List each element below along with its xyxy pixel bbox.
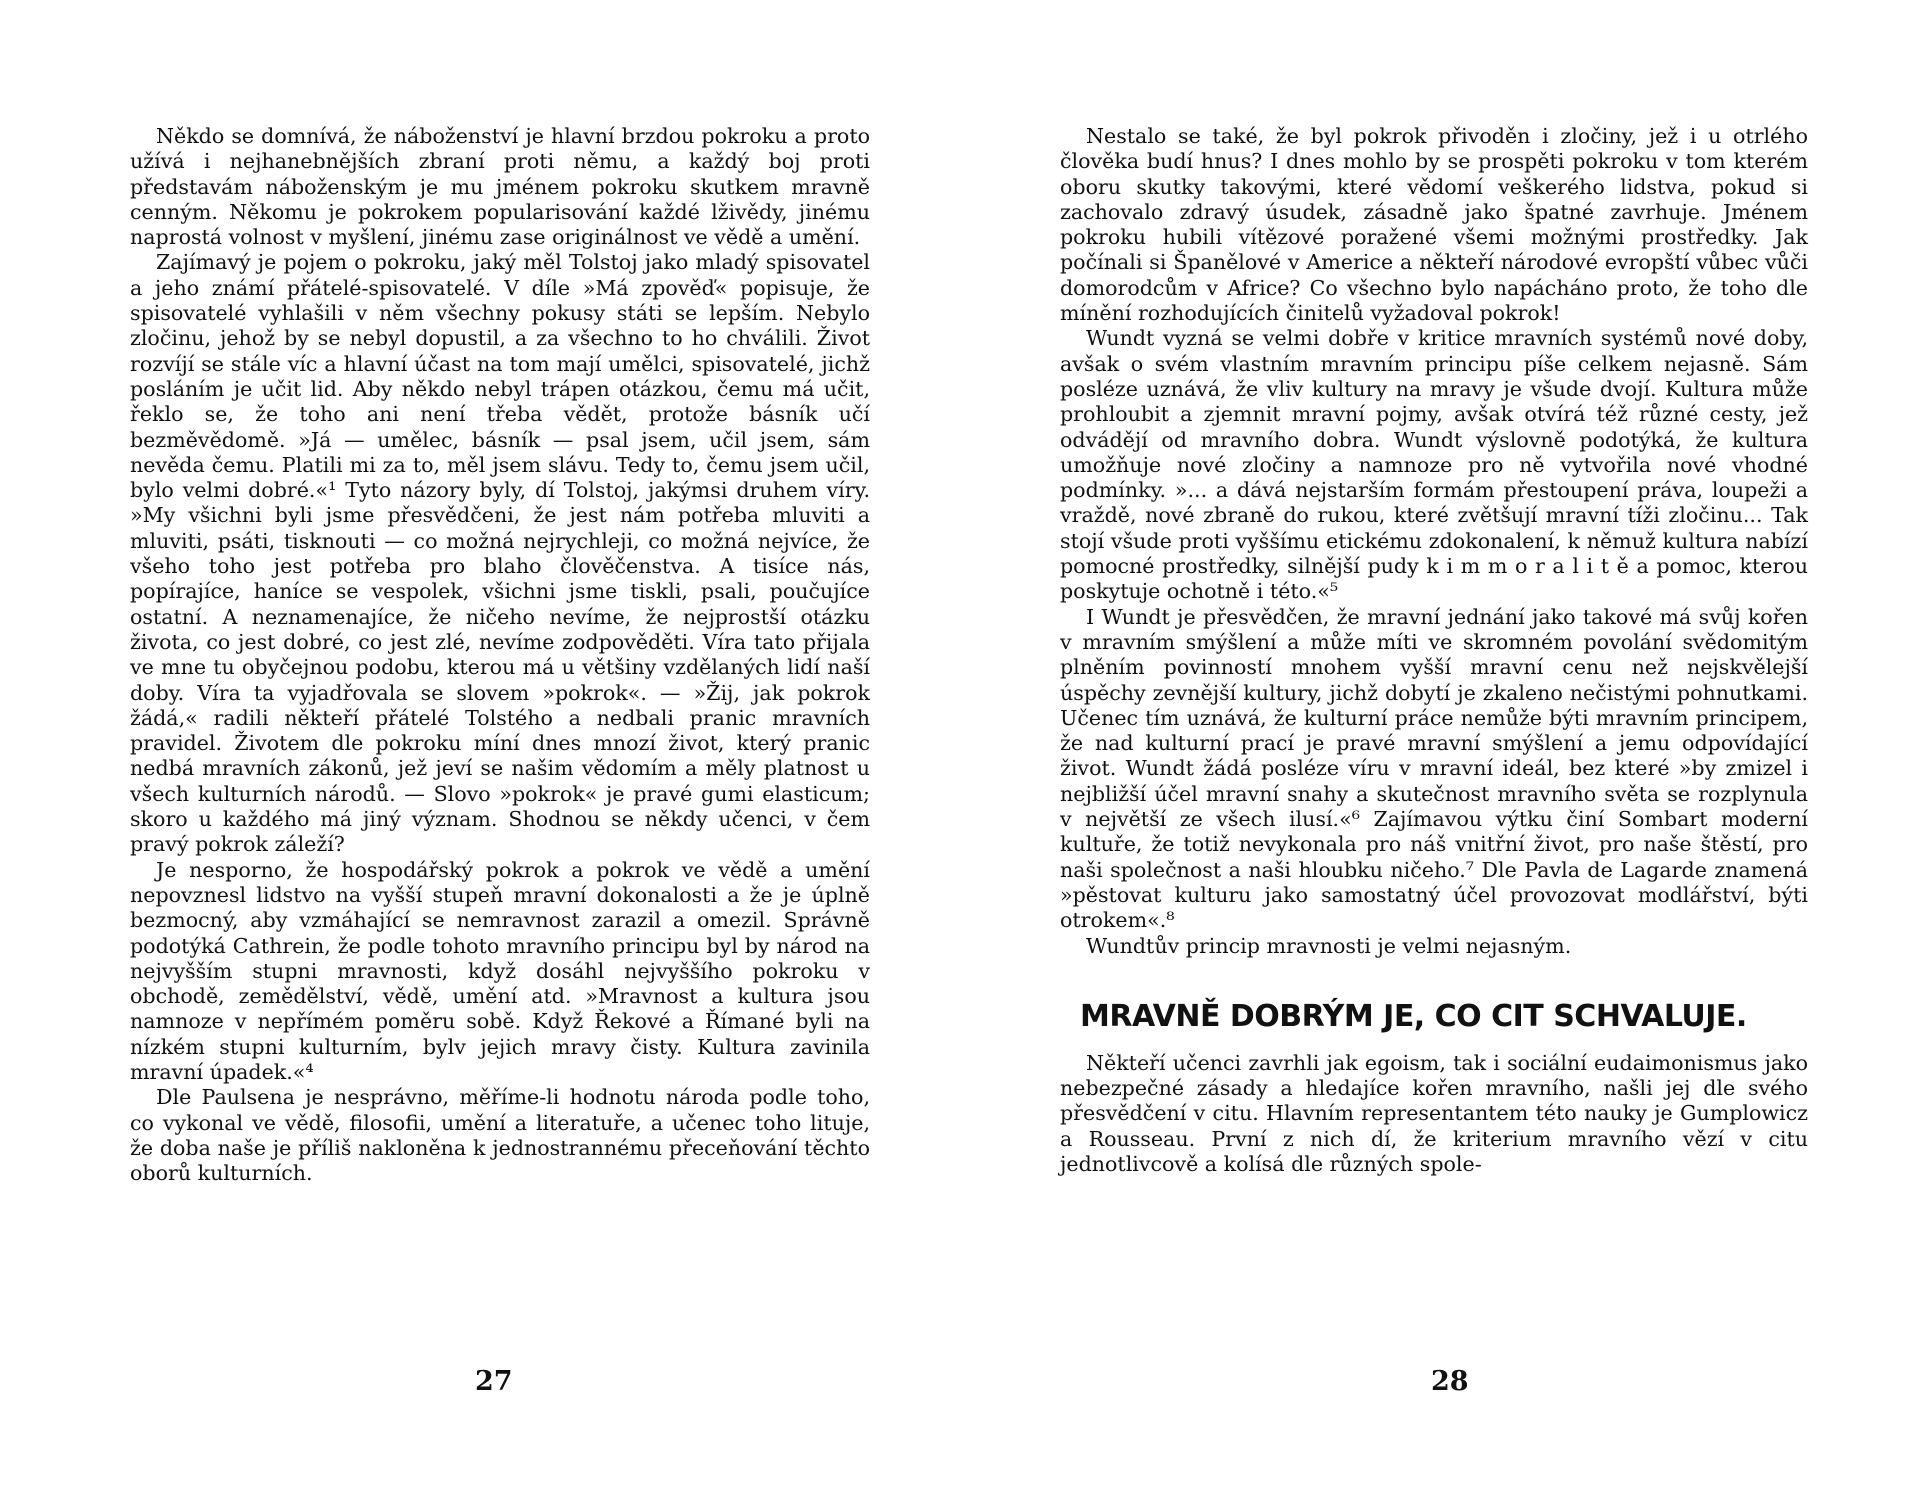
left-page-text — [130, 124, 870, 1186]
right-page — [961, 0, 1922, 1500]
section-heading: MRAVNĚ DOBRÝM JE, CO CIT SCHVALUJE. — [1080, 998, 1747, 1034]
paragraph: Wundt vyzná se velmi dobře v kritice mravních systémů nové doby, avšak o svém vlastním mravním principu píše celkem nejasně. Sám posléze uznává, že vliv kultury na mravy je všude dvojí. Kultura může prohloubit a zjemnit mravní pojmy, avšak otvírá též různé cesty, jež odvádějí od mravního dobra. Wundt výslovně podotýká, že kultura umožňuje nové zločiny a namnoze pro ně vytvořila nové vhodné podmínky. »... a dává nejstarším formám přestoupení práva, loupeži a vraždě, nové zbraně do rukou, které zvětšují mravní tíži zločinu... Tak stojí všude proti vyššímu etickému zdokonalení, k němuž kultura nabízí pomocné prostředky, silnější pudy k i m m o r a l i t ě a pomoc, kterou poskytuje ochotně i této.«⁵ — [1060, 326, 1808, 604]
page-number: 28 — [1431, 1366, 1469, 1397]
right-page-text — [1060, 124, 1808, 1177]
paragraph: Wundtův princip mravnosti je velmi nejasným. — [1086, 933, 1572, 958]
paragraph: Dle Paulsena je nesprávno, měříme-li hodnotu národa podle toho, co vykonal ve vědě, filosofii, umění a literatuře, a učenec toho lituje, že doba naše je příliš nakloněna k jednostrannému přeceňování těchto oborů kulturních. — [130, 1085, 870, 1186]
paragraph: Je nesporno, že hospodářský pokrok a pokrok ve vědě a umění nepovznesl lidstvo na vyšší stupeň mravní dokonalosti a že je úplně bezmocný, aby vzmáhající se nemravnost zarazil a omezil. Správně podotýká Cathrein, že podle tohoto mravního principu byl by národ na nejvyšším stupni mravnosti, když dosáhl nejvyššího pokroku v obchodě, zemědělství, vědě, umění atd. »Mravnost a kultura jsou namnoze v nepřímém poměru sobě. Když Řekové a Římané byli na nízkém stupni kulturním, bylv jejich mravy čisty. Kultura zavinila mravní úpadek.«⁴ — [130, 857, 870, 1084]
paragraph: Někteří učenci zavrhli jak egoism, tak i sociální eudaimonismus jako nebezpečné zásady a hledajíce kořen mravního, našli jej dle svého přesvědčení v citu. Hlavním representantem této nauky je Gumplowicz a Rousseau. První z nich dí, že kriterium mravního vězí v citu jednotlivcově a kolísá dle různých spole- — [1060, 1050, 1808, 1176]
page-number: 27 — [475, 1366, 513, 1397]
paragraph: I Wundt je přesvědčen, že mravní jednání jako takové má svůj kořen v mravním smýšlení a může míti ve skromném povolání svědomitým plněním povinností mnohem vyšší mravní cenu než nejskvělejší úspěchy zevnější kultury, jichž dobytí je zkaleno nečistými pohnutkami. Učenec tím uznává, že kulturní práce nemůže býti mravním principem, že nad kulturní prací je pravé mravní smýšlení a jemu odpovídající život. Wundt žádá posléze víru v mravní ideál, bez které »by zmizel i nejbližší účel mravní snahy a skutečnost mravního světa se rozplynula v největší ze všech ilusí.«⁶ Zajímavou výtku činí Sombart moderní kultuře, že totiž nevykonala pro náš vnitřní život, pro naše štěstí, pro naši společnost a naši hloubku ničeho.⁷ Dle Pavla de Lagarde znamená »pěstovat kulturu jako samostatný účel provozovat modlářství, býti otrokem«.⁸ — [1060, 604, 1808, 933]
paragraph: Zajímavý je pojem o pokroku, jaký měl Tolstoj jako mladý spisovatel a jeho známí přátelé-spisovatelé. V díle »Má zpověď« popisuje, že spisovatelé vyhlašili v něm všechny pokusy státi se lepším. Nebylo zločinu, jehož by se nebyl dopustil, a za všechno to ho chválili. Život rozvíjí se stále víc a hlavní účast na tom mají umělci, spisovatelé, jichž posláním je učit lid. Aby někdo nebyl trápen otázkou, čemu má učit, řeklo se, že toho ani není třeba vědět, protože básník učí bezměvědomě. »Já — umělec, básník — psal jsem, učil jsem, sám nevěda čemu. Platili mi za to, měl jsem slávu. Tedy to, čemu jsem učil, bylo velmi dobré.«¹ Tyto názory byly, dí Tolstoj, jakýmsi druhem víry. »My všichni byli jsme přesvědčeni, že jest nám potřeba mluviti a mluviti, psáti, tisknouti — co možná nejrychleji, co možná nejvíce, že všeho toho jest potřeba pro blaho člověčenstva. A tisíce nás, popírajíce, haníce se vespolek, všichni jsme tiskli, psali, poučujíce ostatní. A neznamenajíce, že ničeho nevíme, že nejprostší otázku života, co jest dobré, co jest zlé, nevíme zodpověděti. Víra tato přijala ve mne tu obyčejnou podobu, kterou má u většiny vzdělaných lidí naší doby. Víra ta vyjadřovala se slovem »pokrok«. — »Žij, jak pokrok žádá,« radili někteří přátelé Tolstého a nedbali pranic mravních pravidel. Životem dle pokroku míní dnes mnozí život, který pranic nedbá mravních zákonů, jež jeví se našim vědomím a měly platnost u všech kulturních národů. — Slovo »pokrok« je pravé gumi elasticum; skoro u každého má jiný význam. Shodnou se někdy učenci, v čem pravý pokrok záleží? — [130, 250, 870, 857]
paragraph: Nestalo se také, že byl pokrok přivoděn i zločiny, jež i u otrlého člověka budí hnus? I dnes mohlo by se prospěti pokroku v tom kterém oboru skutky takovými, které vědomí veškerého lidstva, pokud si zachovalo zdravý úsudek, zásadně jako špatné zavrhuje. Jménem pokroku hubili vítězové poražené všemi možnými prostředky. Jak počínali si Španělové v Americe a někteří národové evropští vůbec vůči domorodcům v Africe? Co všechno bylo napácháno proto, že toho dle mínění rozhodujících činitelů vyžadoval pokrok! — [1060, 124, 1808, 326]
paragraph: Někdo se domnívá, že náboženství je hlavní brzdou pokroku a proto užívá i nejhanebnějších zbraní proti němu, a každý boj proti představám náboženským je mu jménem pokroku skutkem mravně cenným. Někomu je pokrokem popularisování každé lživědy, jinému naprostá volnost v myšlení, jinému zase originálnost ve vědě a umění. — [130, 124, 870, 250]
